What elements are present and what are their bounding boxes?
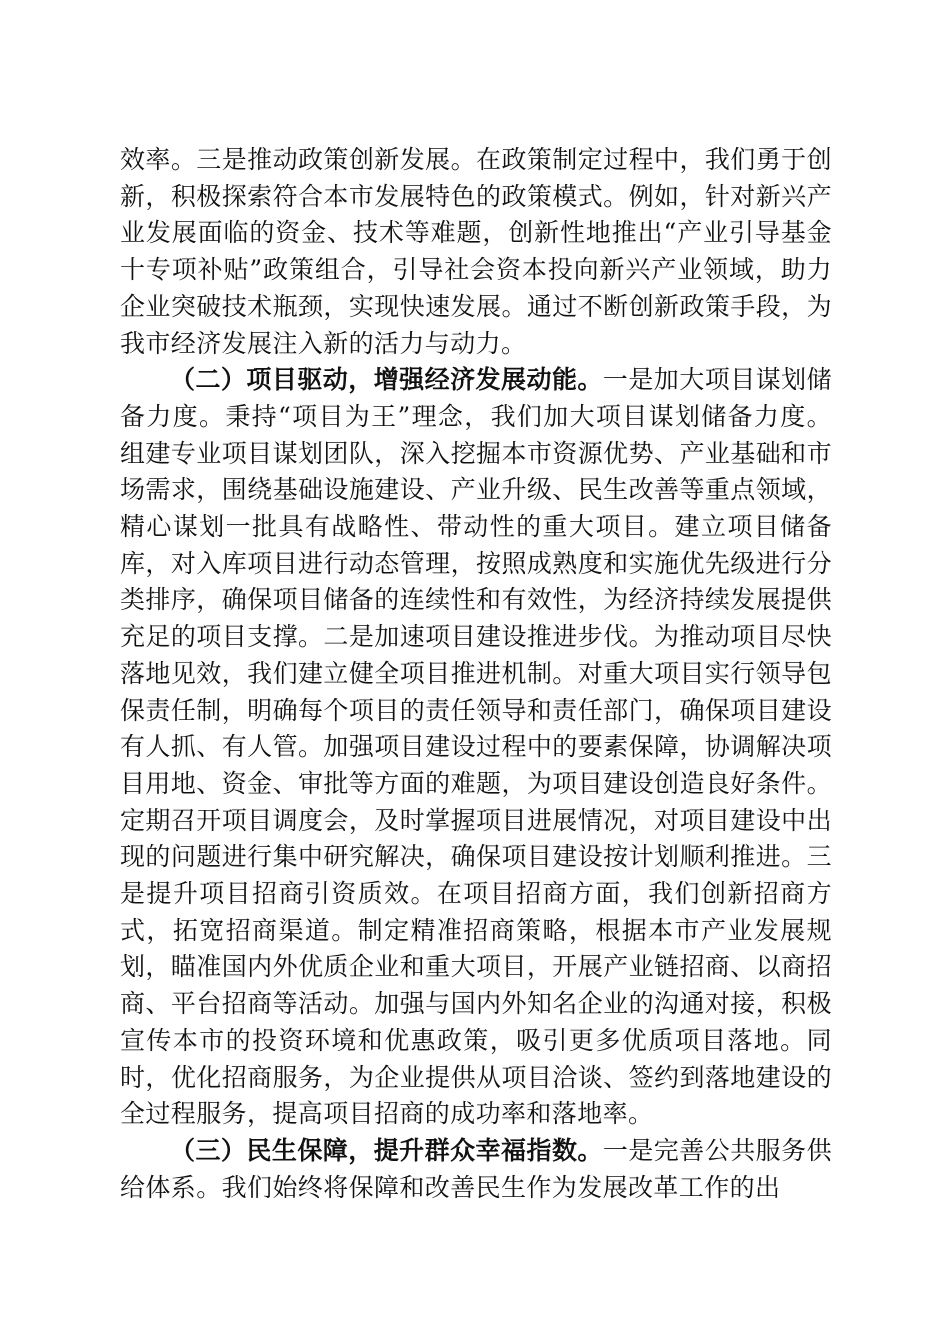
paragraph-3-text: 一是完善公共服务供给体系。我们始终将保障和改善民生作为发展改革工作的出 [120, 1135, 832, 1202]
paragraph-2-text: 一是加大项目谋划储备力度。秉持“项目为王”理念，我们加大项目谋划储备力度。组建专业项目谋划团队，深入挖掘本市资源优势、产业基础和市场需求，围绕基础设施建设、产业升级、民生改善等重点领域，精心谋划一批具有战略性、带动性的重大项目。建立项目储备库，对入库项目进行动态管理，按照成熟度和实施优先级进行分类排序，确保项目储备的连续性和有效性，为经济持续发展提供充足的项目支撑。二是加速项目建设推进步伐。为推动项目尽快落地见效，我们建立健全项目推进机制。对重大项目实行领导包保责任制，明确每个项目的责任领导和责任部门，确保项目建设有人抓、有人管。加强项目建设过程中的要素保障，协调解决项目用地、资金、审批等方面的难题，为项目建设创造良好条件。定期召开项目调度会，及时掌握项目进展情况，对项目建设中出现的问题进行集中研究解决，确保项目建设按计划顺利推进。三是提升项目招商引资质效。在项目招商方面，我们创新招商方式，拓宽招商渠道。制定精准招商策略，根据本市产业发展规划，瞄准国内外优质企业和重大项目，开展产业链招商、以商招商、平台招商等活动。加强与国内外知名企业的沟通对接，积极宣传本市的投资环境和优惠政策，吸引更多优质项目落地。同时，优化招商服务，为企业提供从项目洽谈、签约到落地建设的全过程服务，提高项目招商的成功率和落地率。 [120, 365, 832, 1129]
paragraph-1 [120, 142, 832, 362]
document-body [120, 142, 832, 1206]
paragraph-3 [120, 1133, 832, 1206]
section-3-heading: （三）民生保障，提升群众幸福指数。 [170, 1135, 603, 1165]
section-2-heading: （二）项目驱动，增强经济发展动能。 [170, 365, 603, 395]
paragraph-1-text: 效率。三是推动政策创新发展。在政策制定过程中，我们勇于创新，积极探索符合本市发展特色的政策模式。例如，针对新兴产业发展面临的资金、技术等难题，创新性地推出“产业引导基金十专项补贴”政策组合，引导社会资本投向新兴产业领域，助力企业突破技术瓶颈，实现快速发展。通过不断创新政策手段，为我市经济发展注入新的活力与动力。 [120, 145, 832, 358]
paragraph-2 [120, 362, 832, 1133]
